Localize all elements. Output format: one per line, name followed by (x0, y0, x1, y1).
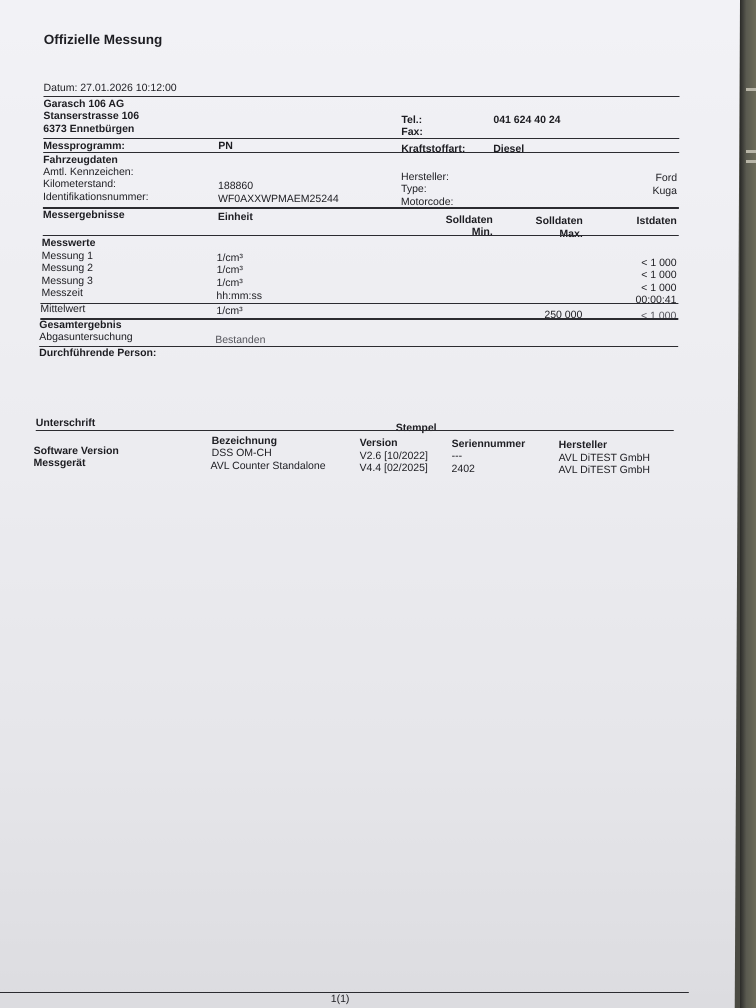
mean-actual: < 1 000 (640, 310, 677, 322)
software-serial-header: Seriennummer (451, 438, 526, 450)
km-label: Kilometerstand: (43, 178, 117, 190)
measurement-actual: < 1 000 (641, 257, 677, 269)
software-version-label: Software Version (33, 445, 119, 457)
measurements-heading: Messwerte (41, 237, 96, 249)
actual-col-label: Istdaten (636, 215, 677, 227)
total-label: Abgasuntersuchung (39, 331, 133, 343)
results-col-label: Messergebnisse (42, 209, 125, 221)
device-maker: AVL DiTEST GmbH (558, 464, 650, 476)
divider (36, 430, 674, 431)
measurement-unit: hh:mm:ss (216, 290, 262, 302)
company-city: 6373 Ennetbürgen (43, 123, 135, 135)
page-number: 1(1) (330, 993, 350, 1005)
stamp-label: Stempel (395, 422, 437, 434)
measurement-label: Messung 2 (41, 262, 94, 274)
maker-value: Ford (655, 172, 678, 184)
device-label: Messgerät (33, 457, 86, 469)
software-name-header: Bezeichnung (211, 435, 278, 447)
mean-label: Mittelwert (40, 303, 86, 315)
person-label: Durchführende Person: (39, 347, 157, 359)
maker-label: Hersteller: (401, 171, 449, 183)
total-value: Bestanden (215, 334, 266, 346)
device-name: AVL Counter Standalone (210, 460, 326, 472)
engine-label: Motorcode: (400, 196, 454, 208)
signature-label: Unterschrift (35, 417, 96, 429)
measurement-label: Messzeit (41, 287, 83, 299)
plate-label: Amtl. Kennzeichen: (43, 166, 134, 178)
total-heading: Gesamtergebnis (39, 319, 122, 331)
background-stripe (746, 160, 756, 163)
vin-value: WF0AXXWPMAEM25244 (217, 193, 339, 205)
divider (40, 303, 678, 304)
software-version: V2.6 [10/2022] (359, 450, 428, 462)
company-street: Stanserstrasse 106 (43, 110, 140, 122)
software-name: DSS OM-CH (211, 447, 272, 459)
background-stripe (746, 150, 756, 153)
measurement-unit: 1/cm³ (216, 277, 243, 289)
km-value: 188860 (217, 180, 254, 192)
divider (43, 152, 679, 153)
max-col-label: Solldaten (535, 215, 583, 227)
background-stripe (746, 88, 756, 91)
fuel-label: Kraftstoffart: (401, 143, 466, 155)
type-label: Type: (400, 183, 427, 195)
mean-unit: 1/cm³ (216, 305, 243, 317)
unit-col-label: Einheit (217, 211, 253, 223)
date-line: Datum: 27.01.2026 10:12:00 (43, 82, 177, 94)
fax-label: Fax: (401, 126, 423, 138)
tel-label: Tel.: (401, 114, 423, 126)
device-serial: 2402 (451, 463, 475, 475)
max-col-label-sub: Max. (559, 228, 583, 240)
page-title: Offizielle Messung (43, 32, 163, 47)
background-edge (740, 0, 756, 1008)
software-version-header: Version (359, 437, 398, 449)
vehicle-heading: Fahrzeugdaten (43, 154, 118, 166)
min-col-label: Solldaten (445, 214, 493, 226)
software-maker: AVL DiTEST GmbH (558, 452, 651, 464)
measurement-label: Messung 1 (41, 250, 94, 262)
type-value: Kuga (652, 185, 678, 197)
tel-value: 041 624 40 24 (493, 114, 561, 126)
measurement-unit: 1/cm³ (216, 264, 243, 276)
software-maker-header: Hersteller (558, 439, 608, 451)
divider (43, 235, 679, 236)
measurement-actual: < 1 000 (641, 282, 677, 294)
company-name: Garasch 106 AG (43, 98, 125, 110)
software-serial: --- (451, 450, 463, 462)
measurement-unit: 1/cm³ (216, 252, 243, 264)
measurement-actual: 00:00:41 (635, 294, 677, 306)
program-label: Messprogramm: (43, 140, 125, 152)
mean-max: 250 000 (544, 309, 583, 321)
measurement-label: Messung 3 (41, 275, 93, 287)
device-version: V4.4 [02/2025] (359, 462, 428, 474)
vin-label: Identifikationsnummer: (42, 191, 149, 203)
divider (40, 318, 678, 320)
divider (43, 207, 679, 209)
min-col-label-sub: Min. (471, 226, 493, 238)
program-value: PN (218, 140, 233, 152)
divider (43, 96, 679, 97)
divider (43, 138, 679, 139)
fuel-value: Diesel (493, 143, 525, 155)
measurement-actual: < 1 000 (641, 269, 677, 281)
